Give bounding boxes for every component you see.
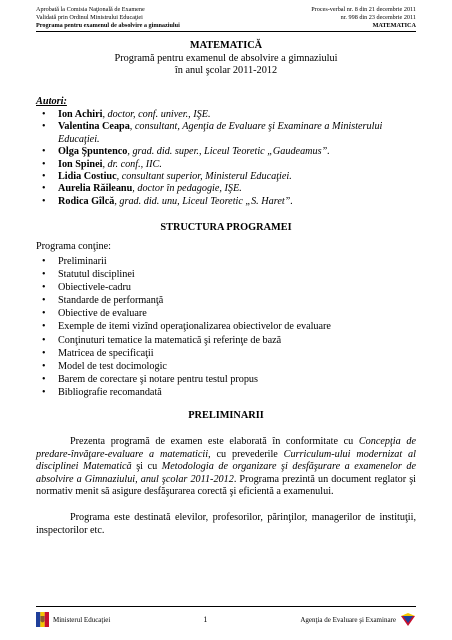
coat-of-arms-icon [36, 612, 49, 627]
author-name: Rodica Gîlcă [58, 195, 115, 207]
agency-logo-icon [400, 613, 416, 627]
author-role: , grad. did. super., Liceul Teoretic „Gaudeamus”. [127, 146, 330, 158]
authors-list [36, 109, 416, 208]
header-row-3 [36, 22, 416, 30]
author-item [36, 159, 416, 171]
approval-text: Aprobată la Comisia Naţională de Examene [36, 6, 145, 13]
author-role: , grad. did. unu, Liceul Teoretic „S. Haret”. [114, 195, 293, 207]
footer-divider [36, 606, 416, 607]
title-year: în anul şcolar 2011-2012 [174, 65, 278, 76]
authors-label: Autori: [36, 96, 67, 107]
author-role: , doctor, conf. univer., IŞE. [102, 109, 211, 120]
author-role: , doctor în pedagogie, IŞE. [132, 183, 242, 195]
document-title [36, 40, 416, 78]
author-item [36, 171, 416, 183]
author-role: , dr. conf., IIC. [102, 158, 162, 170]
para-citation: Curriculum-ului modernizat al disciplinei Matematică [36, 448, 416, 473]
para-citation: Metodologia de organizare şi desfăşurare a examenelor de absolvire a Gimnaziului, anul şcolar 2011-2012 [36, 461, 416, 485]
page-header [36, 6, 416, 30]
footer-left [36, 612, 110, 627]
structure-item: • Standarde de performanţă [36, 294, 416, 307]
structure-item: • Preliminarii [36, 255, 416, 268]
validation-text: Validată prin Ordinul Ministrului Educaţiei [36, 14, 143, 21]
title-program: Programă pentru examenul de absolvire a gimnaziului [114, 52, 338, 64]
author-item [36, 121, 416, 146]
structure-item: • Bibliografie recomandată [36, 386, 416, 399]
structure-item: • Barem de corectare şi notare pentru testul propus [36, 373, 416, 386]
structure-item: • Statutul disciplinei [36, 268, 416, 281]
author-name: Ion Achiri [58, 109, 103, 120]
structure-intro: Programa conţine: [36, 241, 111, 252]
order-text: nr. 998 din 23 decembrie 2011 [340, 14, 416, 21]
program-text: Programa pentru examenul de absolvire a gimnaziului [36, 22, 180, 29]
structure-item: • Exemple de itemi vizînd operaţionalizarea obiectivelor de evaluare [36, 320, 416, 333]
header-row-1 [36, 6, 416, 14]
author-role: , consultant, Agenţia de Evaluare şi Examinare a Ministerului Educaţiei. [58, 121, 383, 145]
author-name: Olga Şpuntenco [58, 146, 128, 158]
author-name: Valentina Ceapa [58, 121, 130, 133]
structure-item: • Obiectivele-cadru [36, 281, 416, 294]
ministry-name: Ministerul Educaţiei [53, 615, 111, 624]
para-text: . Programa prezintă un document reglator şi normativ menit să asigure desfăşurarea corectă şi eficientă a examenului. [36, 473, 416, 498]
para-text: , cu prevederile [208, 448, 284, 460]
author-item [36, 183, 416, 195]
author-name: Ion Spinei [58, 158, 103, 170]
title-subject: MATEMATICĂ [189, 40, 263, 51]
author-name: Aurelia Răileanu [58, 183, 133, 195]
header-row-2 [36, 14, 416, 22]
structure-item: • Matricea de specificaţii [36, 347, 416, 360]
author-item [36, 196, 416, 208]
structure-item: • Conţinuturi tematice la matematică şi referinţe de bază [36, 334, 416, 347]
subject-text: MATEMATICA [372, 22, 416, 29]
para-citation: Concepţia de predare-învăţare-evaluare a matematicii [36, 436, 416, 460]
page-number: 1 [203, 615, 208, 624]
header-divider [36, 31, 416, 32]
protocol-text: Proces-verbal nr. 8 din 21 decembrie 2011 [311, 6, 416, 13]
author-name: Lidia Costiuc [58, 171, 117, 183]
preliminaries-paragraph-2: Programa este destinată elevilor, profesorilor, părinţilor, managerilor de instituţii, inspectorilor etc. [36, 512, 416, 536]
structure-list [36, 255, 416, 399]
author-role: , consultant superior, Ministerul Educaţiei. [116, 171, 292, 183]
author-item [36, 109, 416, 121]
structure-item: • Obiective de evaluare [36, 307, 416, 320]
structure-heading: STRUCTURA PROGRAMEI [160, 222, 292, 233]
structure-item: • Model de test docimologic [36, 360, 416, 373]
footer-right [300, 613, 416, 627]
preliminaries-heading: PRELIMINARII [188, 410, 264, 421]
author-item [36, 146, 416, 158]
page-footer [36, 612, 416, 627]
preliminaries-paragraph-1 [36, 436, 416, 499]
para-text: şi cu [131, 461, 162, 473]
agency-name: Agenţia de Evaluare şi Examinare [300, 615, 396, 624]
para-text: Prezenta programă de examen este elaborată în conformitate cu [70, 436, 359, 447]
